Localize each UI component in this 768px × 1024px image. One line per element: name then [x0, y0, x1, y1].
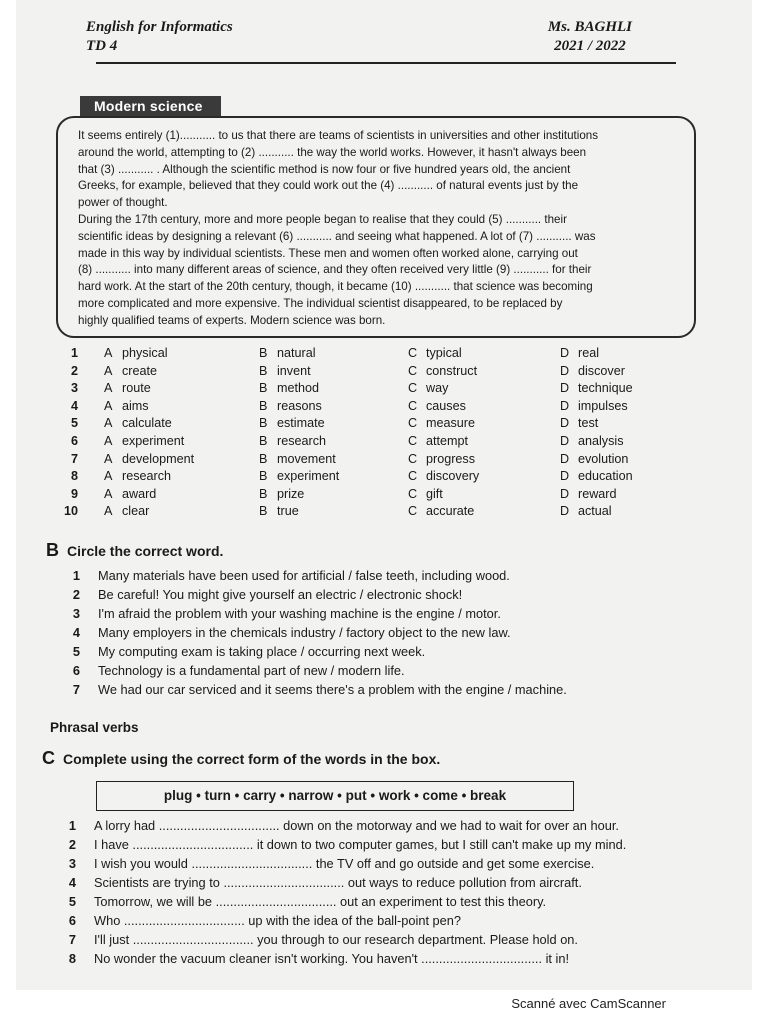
option-letter: A: [104, 433, 113, 448]
option-row: [56, 504, 696, 522]
option-a: [104, 346, 168, 360]
option-d: [560, 346, 599, 360]
option-letter: C: [408, 451, 418, 466]
option-b: [259, 346, 316, 360]
option-letter: A: [104, 381, 113, 396]
item-text: My computing exam is taking place / occurring next week.: [98, 644, 426, 659]
option-d: [560, 381, 633, 395]
item-number: 8: [68, 951, 76, 966]
header-right: [548, 18, 632, 56]
option-b: [259, 364, 311, 378]
item-text: We had our car serviced and it seems there's a problem with the engine / machine.: [98, 682, 567, 697]
option-c: [408, 399, 466, 413]
option-b: [259, 434, 326, 448]
option-word: natural: [277, 346, 316, 360]
option-word: education: [578, 469, 633, 484]
section-c-item: [56, 837, 736, 856]
item-number: 4: [68, 875, 76, 890]
worksheet-page: [16, 0, 752, 990]
option-word: experiment: [122, 433, 185, 448]
option-letter: C: [408, 486, 418, 501]
option-number: 1: [70, 346, 78, 360]
option-c: [408, 381, 448, 395]
item-text: No wonder the vacuum cleaner isn't working. You haven't .................................. it in!: [94, 951, 570, 966]
passage-line: power of thought.: [78, 196, 168, 210]
option-b: [259, 416, 325, 430]
section-b-letter: B: [46, 540, 59, 560]
option-letter: A: [104, 398, 113, 413]
option-row: [56, 364, 696, 382]
option-letter: A: [104, 416, 113, 431]
option-word: evolution: [578, 451, 629, 466]
section-b-instruction: Circle the correct word.: [67, 543, 224, 559]
option-letter: D: [560, 504, 570, 519]
option-letter: B: [259, 346, 268, 360]
option-word: attempt: [426, 433, 468, 448]
option-letter: D: [560, 451, 570, 466]
option-letter: D: [560, 346, 570, 360]
option-word: true: [277, 504, 299, 519]
option-c: [408, 346, 462, 360]
item-number: 4: [72, 625, 80, 640]
section-b-item: [60, 644, 720, 663]
option-d: [560, 399, 628, 413]
section-c-item: [56, 818, 736, 837]
option-letter: C: [408, 381, 418, 396]
option-letter: D: [560, 363, 570, 378]
option-b: [259, 469, 339, 483]
passage-line: scientific ideas by designing a relevant (6) ........... and seeing what happened. A lot of (7) ........... was: [78, 229, 596, 243]
option-a: [104, 504, 149, 518]
passage-line: During the 17th century, more and more people began to realise that they could (5) ........... their: [78, 212, 567, 226]
school-year: 2021 / 2022: [554, 38, 626, 54]
section-b-item: [60, 606, 720, 625]
option-row: [56, 487, 696, 505]
option-word: test: [578, 416, 599, 431]
item-number: 3: [68, 856, 76, 871]
item-number: 7: [68, 932, 76, 947]
option-number: 5: [70, 416, 78, 431]
section-a-title: Modern science: [80, 96, 221, 117]
option-a: [104, 469, 171, 483]
option-row: [56, 416, 696, 434]
passage-line: highly qualified teams of experts. Modern science was born.: [78, 313, 386, 327]
item-number: 5: [68, 894, 76, 909]
item-text: I wish you would .................................. the TV off and go outside and get some exercise.: [94, 856, 595, 871]
option-word: movement: [277, 451, 336, 466]
option-d: [560, 452, 628, 466]
item-text: Who .................................. up with the idea of the ball-point pen?: [94, 913, 462, 928]
option-word: aims: [122, 398, 149, 413]
section-c-item: [56, 856, 736, 875]
option-b: [259, 381, 319, 395]
option-word: way: [426, 381, 449, 396]
item-text: Many materials have been used for artificial / false teeth, including wood.: [98, 568, 510, 583]
section-c-item: [56, 951, 736, 970]
passage-line: that (3) ........... . Although the scientific method is now four or five hundred years old, the ancient: [78, 162, 571, 176]
option-word: discover: [578, 363, 625, 378]
option-number: 6: [70, 433, 78, 448]
option-c: [408, 434, 468, 448]
option-a: [104, 487, 156, 501]
header-divider: [96, 62, 676, 64]
option-word: prize: [277, 486, 305, 501]
option-letter: B: [259, 486, 268, 501]
option-word: accurate: [426, 504, 475, 519]
option-a: [104, 452, 194, 466]
option-d: [560, 364, 625, 378]
option-number: 7: [70, 451, 78, 466]
option-word: impulses: [578, 398, 628, 413]
item-text: Technology is a fundamental part of new / modern life.: [98, 663, 405, 678]
option-row: [56, 346, 696, 364]
option-letter: A: [104, 451, 113, 466]
item-text: I have .................................. it down to two computer games, but I still can't make up my mind.: [94, 837, 627, 852]
option-number: 8: [70, 469, 78, 484]
item-number: 2: [72, 587, 80, 602]
option-letter: C: [408, 416, 418, 431]
section-b-heading: [46, 540, 223, 561]
item-number: 1: [72, 568, 80, 583]
teacher-name: Ms. BAGHLI: [547, 19, 632, 35]
course-title: English for Informatics: [86, 19, 233, 35]
option-number: 3: [70, 381, 78, 396]
option-letter: C: [408, 346, 418, 360]
section-b-item: [60, 663, 720, 682]
option-letter: C: [408, 469, 418, 484]
passage-line: around the world, attempting to (2) ........... the way the world works. However, it hasn't always been: [78, 145, 587, 159]
option-word: physical: [122, 346, 168, 360]
option-d: [560, 487, 617, 501]
option-word: invent: [277, 363, 311, 378]
item-number: 6: [68, 913, 76, 928]
reading-passage: [56, 116, 696, 338]
passage-line: It seems entirely (1)........... to us that there are teams of scientists in universities and other institutions: [78, 129, 599, 142]
item-text: Scientists are trying to .................................. out ways to reduce pollution from aircraft.: [94, 875, 582, 890]
section-c-instruction: Complete using the correct form of the words in the box.: [63, 751, 441, 767]
section-b-item: [60, 587, 720, 606]
option-letter: B: [259, 416, 268, 431]
option-word: analysis: [578, 433, 624, 448]
option-letter: B: [259, 363, 268, 378]
item-text: Tomorrow, we will be .................................. out an experiment to test this theory.: [94, 894, 547, 909]
option-word: reasons: [277, 398, 322, 413]
option-letter: A: [104, 363, 113, 378]
option-d: [560, 416, 598, 430]
option-c: [408, 452, 475, 466]
option-c: [408, 487, 443, 501]
section-b-item: [60, 568, 720, 587]
option-c: [408, 504, 474, 518]
option-word: estimate: [277, 416, 325, 431]
item-text: Be careful! You might give yourself an electric / electronic shock!: [98, 587, 463, 602]
option-word: discovery: [426, 469, 480, 484]
section-c-letter: C: [42, 748, 55, 768]
item-number: 2: [68, 837, 76, 852]
option-number: 9: [70, 486, 78, 501]
option-word: create: [122, 363, 158, 378]
option-letter: A: [104, 469, 113, 484]
item-number: 7: [72, 682, 80, 697]
option-d: [560, 504, 612, 518]
option-number: 2: [70, 363, 78, 378]
option-word: calculate: [122, 416, 172, 431]
item-number: 5: [72, 644, 80, 659]
option-a: [104, 364, 157, 378]
item-text: Many employers in the chemicals industry / factory object to the new law.: [98, 625, 511, 640]
passage-line: hard work. At the start of the 20th century, though, it became (10) ........... that science was becoming: [78, 280, 593, 294]
option-d: [560, 469, 633, 483]
option-word: measure: [426, 416, 475, 431]
option-row: [56, 434, 696, 452]
option-a: [104, 434, 184, 448]
option-word: development: [122, 451, 195, 466]
option-letter: C: [408, 398, 418, 413]
option-b: [259, 504, 299, 518]
page-header: [16, 18, 752, 60]
option-number: 10: [63, 504, 78, 519]
item-text: I'll just .................................. you through to our research department. Please hold on.: [94, 932, 578, 947]
option-letter: D: [560, 416, 570, 431]
option-letter: B: [259, 504, 268, 519]
option-letter: B: [259, 433, 268, 448]
option-letter: B: [259, 451, 268, 466]
section-c-heading: [42, 748, 440, 769]
option-row: [56, 452, 696, 470]
option-word: gift: [426, 486, 443, 501]
phrasal-verbs-title: Phrasal verbs: [50, 720, 139, 735]
passage-line: more complicated and more expensive. The individual scientist disappeared, to be replaced by: [78, 296, 563, 310]
option-word: actual: [578, 504, 612, 519]
option-letter: A: [104, 486, 113, 501]
option-word: experiment: [277, 469, 340, 484]
item-text: I'm afraid the problem with your washing machine is the engine / motor.: [98, 606, 501, 621]
option-d: [560, 434, 624, 448]
option-b: [259, 452, 336, 466]
section-b-item: [60, 682, 720, 701]
option-row: [56, 381, 696, 399]
option-word: research: [277, 433, 326, 448]
passage-line: (8) ........... into many different areas of science, and they often received very little (9) ........... for their: [78, 263, 592, 277]
option-c: [408, 416, 475, 430]
option-word: method: [277, 381, 320, 396]
option-letter: C: [408, 504, 418, 519]
scanner-footer: Scanné avec CamScanner: [511, 996, 666, 1011]
section-c-item: [56, 932, 736, 951]
option-b: [259, 487, 304, 501]
section-c-list: [56, 818, 736, 970]
option-word: causes: [426, 398, 466, 413]
item-number: 6: [72, 663, 80, 678]
option-c: [408, 469, 479, 483]
option-word: construct: [426, 363, 478, 378]
option-word: clear: [122, 504, 150, 519]
section-c-item: [56, 875, 736, 894]
option-letter: A: [104, 346, 113, 360]
passage-line: Greeks, for example, believed that they could work out the (4) ........... of natural events just by the: [78, 179, 579, 193]
option-row: [56, 469, 696, 487]
option-word: typical: [426, 346, 462, 360]
td-number: TD 4: [86, 38, 118, 54]
option-b: [259, 399, 322, 413]
item-number: 1: [68, 818, 76, 833]
option-word: technique: [578, 381, 633, 396]
option-word: route: [122, 381, 151, 396]
item-text: A lorry had .................................. down on the motorway and we had to wait for over an hour.: [94, 818, 619, 833]
option-word: award: [122, 486, 157, 501]
option-letter: B: [259, 381, 268, 396]
option-word: research: [122, 469, 171, 484]
option-a: [104, 416, 172, 430]
option-word: progress: [426, 451, 475, 466]
option-word: reward: [578, 486, 617, 501]
option-letter: D: [560, 486, 570, 501]
word-box: plug • turn • carry • narrow • put • work • come • break: [96, 781, 574, 811]
option-letter: D: [560, 381, 570, 396]
option-row: [56, 399, 696, 417]
option-letter: A: [104, 504, 113, 519]
option-number: 4: [70, 398, 78, 413]
option-word: real: [578, 346, 599, 360]
section-c-item: [56, 894, 736, 913]
option-letter: D: [560, 433, 570, 448]
option-letter: D: [560, 398, 570, 413]
answer-options: [56, 346, 696, 522]
option-c: [408, 364, 477, 378]
option-letter: C: [408, 433, 418, 448]
section-b-item: [60, 625, 720, 644]
option-a: [104, 399, 149, 413]
header-left: [86, 18, 233, 56]
option-letter: B: [259, 469, 268, 484]
option-letter: C: [408, 363, 418, 378]
option-a: [104, 381, 151, 395]
option-letter: B: [259, 398, 268, 413]
item-number: 3: [72, 606, 80, 621]
section-b-list: [60, 568, 720, 701]
passage-line: made in this way by individual scientists. These men and women often worked alone, carrying out: [78, 246, 578, 260]
option-letter: D: [560, 469, 570, 484]
section-c-item: [56, 913, 736, 932]
